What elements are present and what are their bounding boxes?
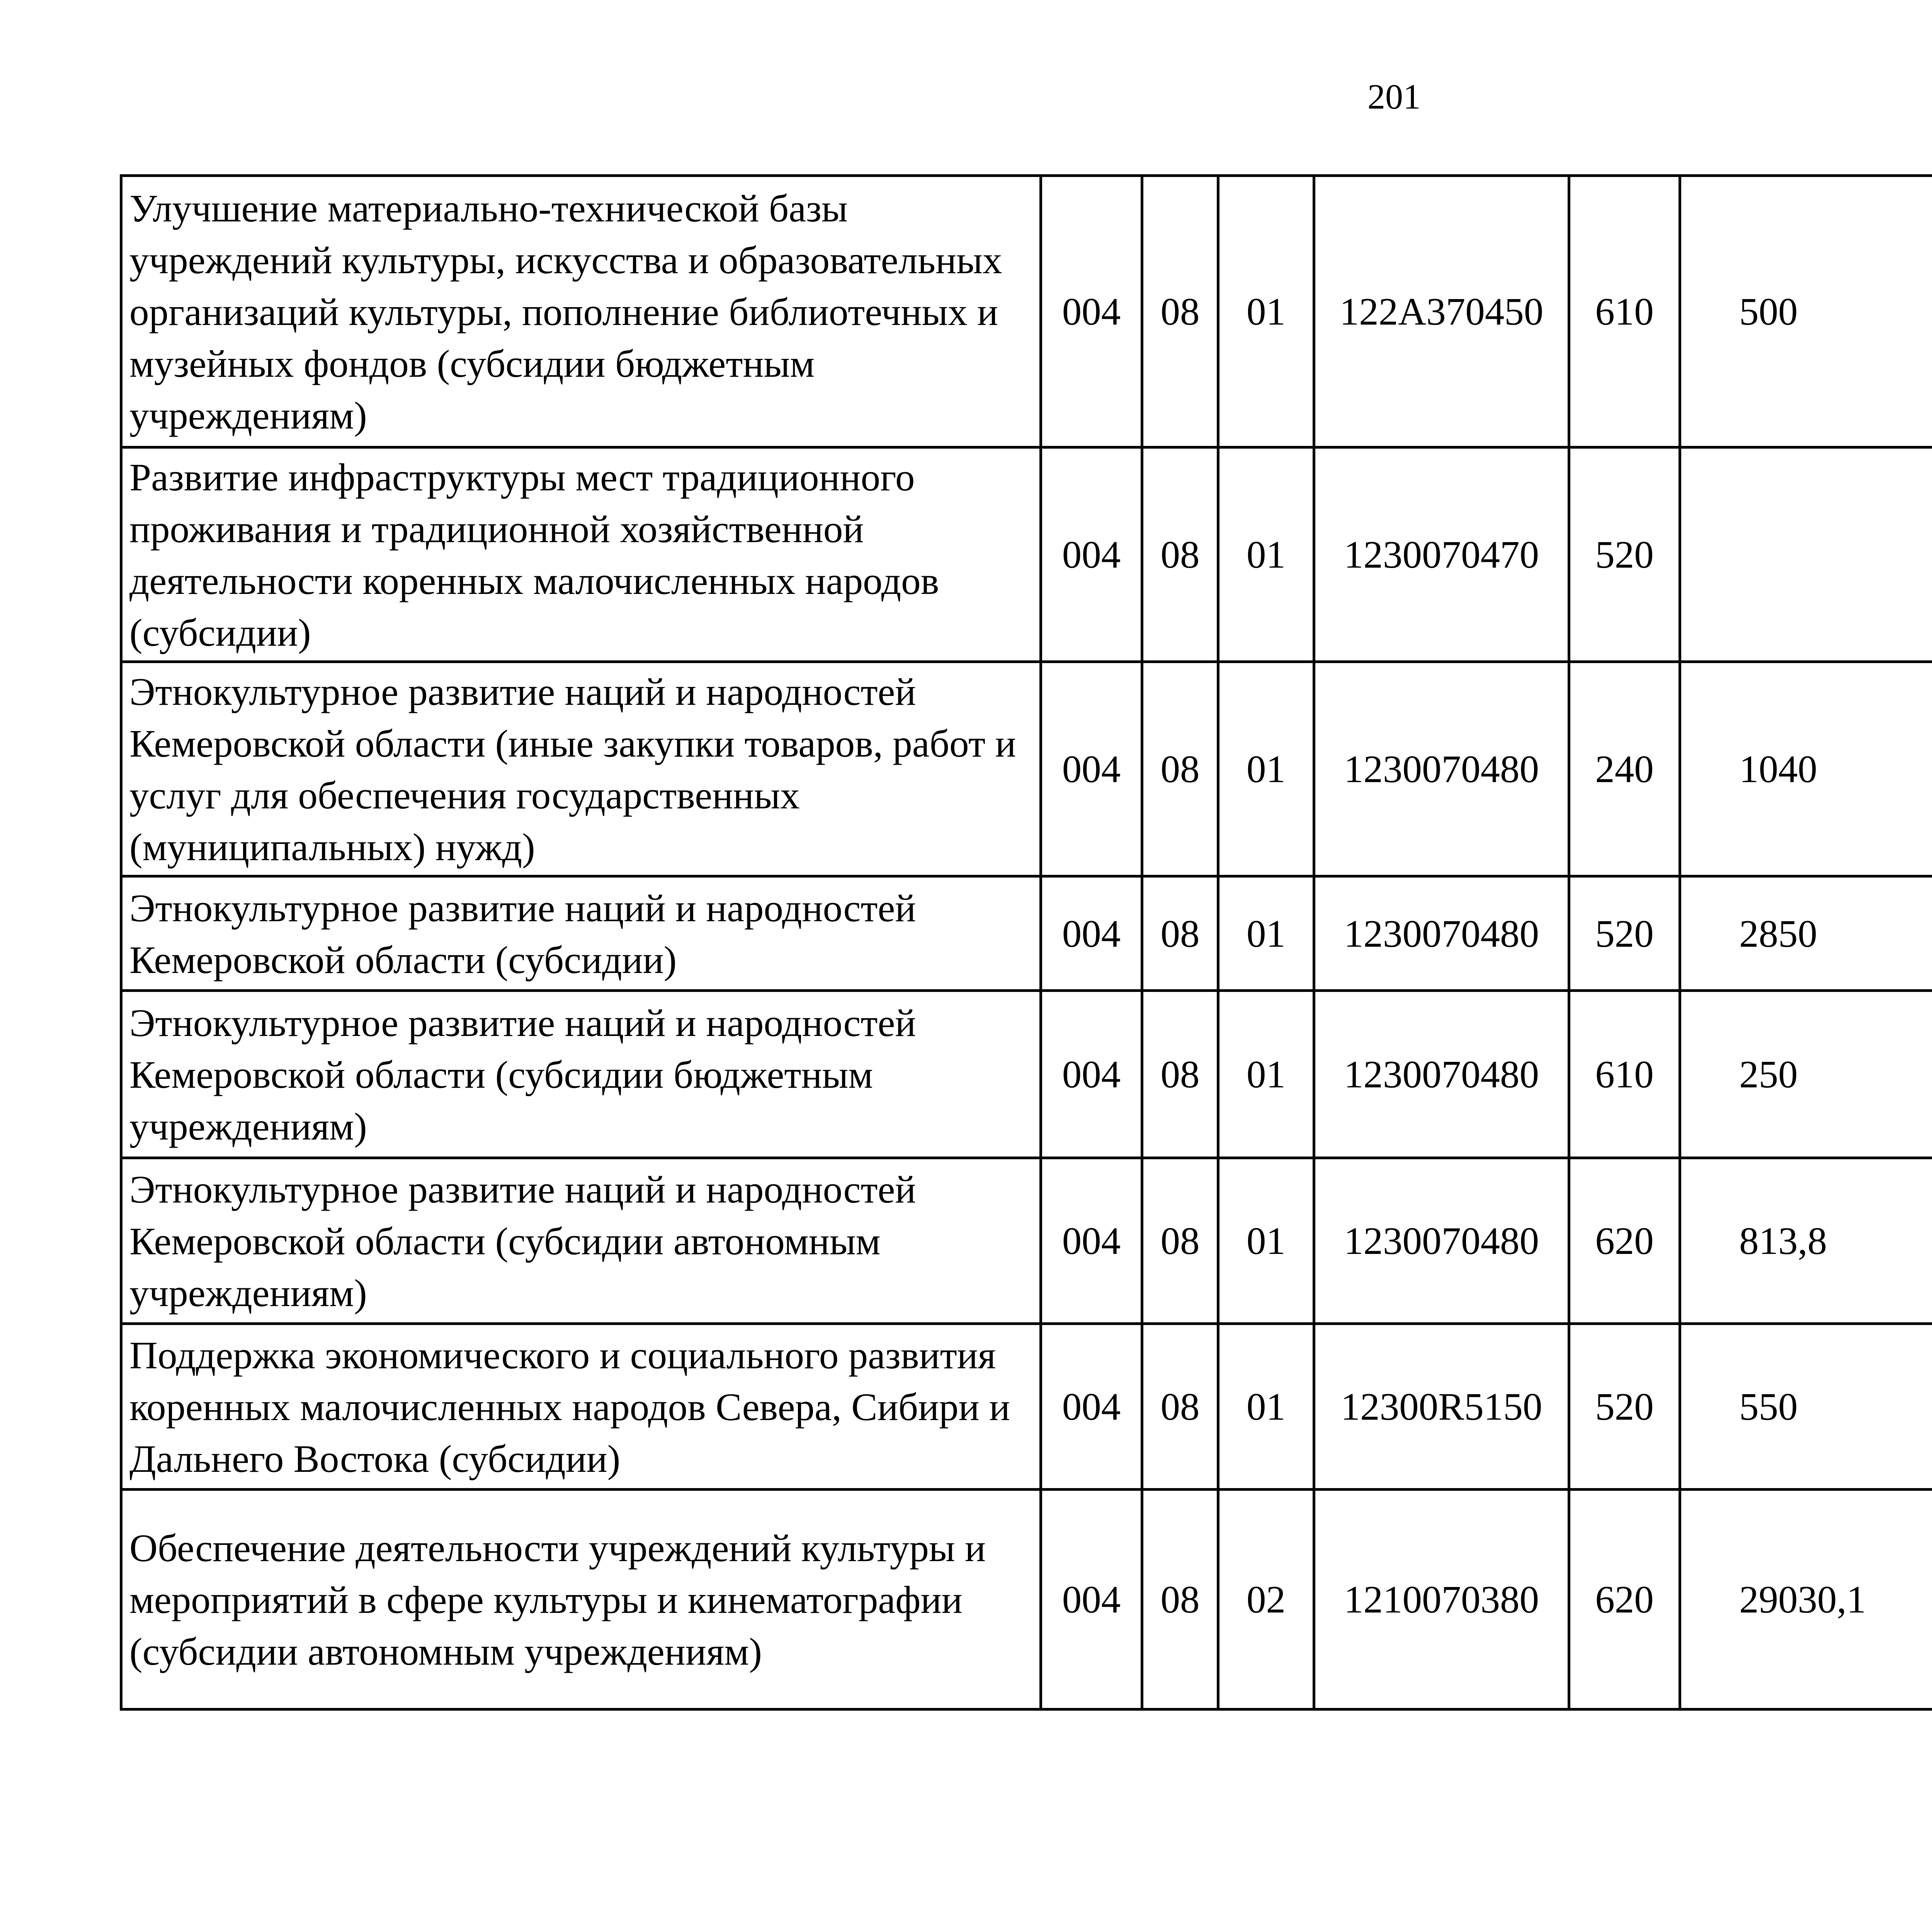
budget-table (120, 174, 1932, 1711)
row-name: Улучшение материально-технической базы учреждений культуры, искусства и образовательных организаций культуры, пополнение библиотечных и музейных фондов (субсидии бюджетным учреждениям) (121, 176, 1041, 447)
row-name: Этнокультурное развитие наций и народностей Кемеровской области (субсидии бюджетным учреждениям) (121, 991, 1041, 1158)
ministry-code: 004 (1041, 662, 1142, 876)
table-row (121, 662, 1932, 876)
row-name: Развитие инфраструктуры мест традиционного проживания и традиционной хозяйственной деятельности коренных малочисленных народов (субсидии) (121, 447, 1041, 662)
target-code: 1230070470 (1314, 447, 1569, 662)
subsection-code: 01 (1218, 662, 1314, 876)
ministry-code: 004 (1041, 991, 1142, 1158)
page-number: 201 (1367, 77, 1421, 116)
ministry-code: 004 (1041, 176, 1142, 447)
section-code: 08 (1142, 447, 1218, 662)
amount-year-1: 500 (1680, 176, 1932, 447)
expense-type-code: 520 (1569, 876, 1680, 991)
table-row (121, 991, 1932, 1158)
target-code: 1230070480 (1314, 1158, 1569, 1324)
expense-type-code: 520 (1569, 447, 1680, 662)
row-name: Обеспечение деятельности учреждений культуры и мероприятий в сфере культуры и кинематографии (субсидии автономным учреждениям) (121, 1490, 1041, 1709)
table-row (121, 176, 1932, 447)
row-name: Поддержка экономического и социального развития коренных малочисленных народов Севера, Сибири и Дальнего Востока (субсидии) (121, 1324, 1041, 1490)
table-row (121, 876, 1932, 991)
ministry-code: 004 (1041, 1324, 1142, 1490)
expense-type-code: 520 (1569, 1324, 1680, 1490)
subsection-code: 01 (1218, 1158, 1314, 1324)
amount-year-1: 1040 (1680, 662, 1932, 876)
target-code: 122А370450 (1314, 176, 1569, 447)
table-row (121, 1158, 1932, 1324)
amount-year-1: 29030,1 (1680, 1490, 1932, 1709)
amount-year-1: 550 (1680, 1324, 1932, 1490)
ministry-code: 004 (1041, 447, 1142, 662)
subsection-code: 01 (1218, 447, 1314, 662)
amount-year-1: 250 (1680, 991, 1932, 1158)
target-code: 1230070480 (1314, 662, 1569, 876)
target-code: 1230070480 (1314, 876, 1569, 991)
ministry-code: 004 (1041, 876, 1142, 991)
section-code: 08 (1142, 662, 1218, 876)
row-name: Этнокультурное развитие наций и народностей Кемеровской области (субсидии автономным учреждениям) (121, 1158, 1041, 1324)
ministry-code: 004 (1041, 1490, 1142, 1709)
subsection-code: 01 (1218, 876, 1314, 991)
ministry-code: 004 (1041, 1158, 1142, 1324)
section-code: 08 (1142, 876, 1218, 991)
section-code: 08 (1142, 1490, 1218, 1709)
subsection-code: 01 (1218, 176, 1314, 447)
table-row (121, 1490, 1932, 1709)
expense-type-code: 620 (1569, 1158, 1680, 1324)
expense-type-code: 610 (1569, 176, 1680, 447)
amount-year-1: 813,8 (1680, 1158, 1932, 1324)
section-code: 08 (1142, 176, 1218, 447)
subsection-code: 02 (1218, 1490, 1314, 1709)
subsection-code: 01 (1218, 1324, 1314, 1490)
subsection-code: 01 (1218, 991, 1314, 1158)
section-code: 08 (1142, 1158, 1218, 1324)
expense-type-code: 610 (1569, 991, 1680, 1158)
section-code: 08 (1142, 991, 1218, 1158)
row-name: Этнокультурное развитие наций и народностей Кемеровской области (иные закупки товаров, работ и услуг для обеспечения государственных (муниципальных) нужд) (121, 662, 1041, 876)
target-code: 1210070380 (1314, 1490, 1569, 1709)
table-row (121, 1324, 1932, 1490)
target-code: 12300R5150 (1314, 1324, 1569, 1490)
amount-year-1: 2850 (1680, 876, 1932, 991)
expense-type-code: 620 (1569, 1490, 1680, 1709)
target-code: 1230070480 (1314, 991, 1569, 1158)
amount-year-1 (1680, 447, 1932, 662)
expense-type-code: 240 (1569, 662, 1680, 876)
section-code: 08 (1142, 1324, 1218, 1490)
table-row (121, 447, 1932, 662)
row-name: Этнокультурное развитие наций и народностей Кемеровской области (субсидии) (121, 876, 1041, 991)
